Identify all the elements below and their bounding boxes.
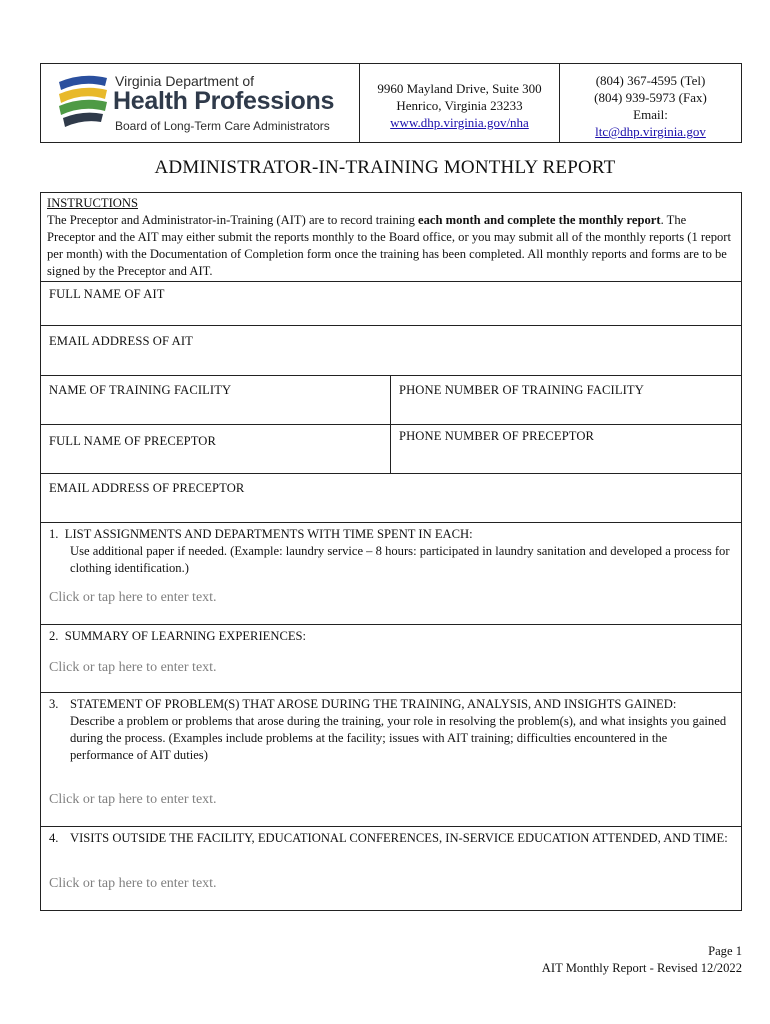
section-4-number: 4. — [49, 831, 59, 845]
section-3-input[interactable]: Click or tap here to enter text. — [49, 792, 217, 807]
section-4-heading — [49, 830, 733, 847]
field-ait-email[interactable] — [41, 326, 741, 376]
section-2-title: SUMMARY OF LEARNING EXPERIENCES: — [64, 629, 307, 643]
facility-phone-label: PHONE NUMBER OF TRAINING FACILITY — [399, 383, 644, 397]
address-line1: 9960 Mayland Drive, Suite 300 — [377, 81, 542, 96]
field-preceptor-name[interactable] — [41, 425, 391, 473]
section-2-heading — [49, 628, 733, 645]
section-1-title: LIST ASSIGNMENTS AND DEPARTMENTS WITH TIME SPENT IN EACH: — [64, 527, 473, 541]
ait-email-label: EMAIL ADDRESS OF AIT — [49, 334, 193, 348]
instructions-text-part2: . The Preceptor and the AIT may either submit the reports monthly to the Board office, or you may submit all of the monthly reports (1 report per month) with the Documentation of Completion form once the training has been completed. All monthly reports and forms are to be signed by the Preceptor and AIT. — [47, 213, 731, 278]
field-facility-phone[interactable] — [391, 376, 741, 424]
field-preceptor-email[interactable] — [41, 474, 741, 523]
page-title: ADMINISTRATOR-IN-TRAINING MONTHLY REPORT — [154, 157, 616, 178]
section-3 — [41, 693, 741, 827]
email-link[interactable]: ltc@dhp.virginia.gov — [595, 124, 706, 139]
section-2-number: 2. — [49, 629, 59, 643]
section-3-number: 3. — [49, 697, 59, 711]
preceptor-email-label: EMAIL ADDRESS OF PRECEPTOR — [49, 481, 245, 495]
board-contact — [560, 64, 741, 142]
ait-name-label: FULL NAME OF AIT — [49, 287, 165, 301]
preceptor-name-label: FULL NAME OF PRECEPTOR — [49, 434, 216, 448]
page-number: Page 1 — [708, 944, 742, 958]
phone-tel: (804) 367-4595 (Tel) — [595, 73, 706, 88]
section-2-input[interactable]: Click or tap here to enter text. — [49, 660, 217, 675]
section-4-input[interactable]: Click or tap here to enter text. — [49, 876, 217, 891]
section-3-heading — [49, 696, 733, 713]
instructions-heading: INSTRUCTIONS — [47, 196, 138, 210]
facility-name-label: NAME OF TRAINING FACILITY — [49, 383, 232, 397]
section-3-desc: Describe a problem or problems that arose during the training, your role in resolving the problem(s), and what insights you gained during the process. (Examples include problems at the facility; issues with AIT training; difficulties encountered in the performance of AIT duties) — [70, 714, 727, 762]
logo-area — [41, 64, 360, 142]
section-1 — [41, 523, 741, 625]
email-label: Email: — [633, 107, 668, 122]
revision-note: AIT Monthly Report - Revised 12/2022 — [541, 961, 742, 975]
field-ait-name[interactable] — [41, 282, 741, 326]
logo-line1: Virginia Department of — [115, 73, 255, 89]
section-4-title: VISITS OUTSIDE THE FACILITY, EDUCATIONAL CONFERENCES, IN-SERVICE EDUCATION ATTENDED, AND TIME: — [70, 831, 728, 845]
preceptor-phone-label: PHONE NUMBER OF PRECEPTOR — [399, 429, 595, 443]
phone-fax: (804) 939-5973 (Fax) — [594, 90, 707, 105]
field-preceptor-phone[interactable] — [391, 425, 741, 473]
section-3-title: STATEMENT OF PROBLEM(S) THAT AROSE DURING THE TRAINING, ANALYSIS, AND INSIGHTS GAINED: — [70, 697, 677, 711]
dhp-logo-icon — [55, 72, 111, 136]
preceptor-row — [41, 425, 741, 474]
board-address — [360, 64, 560, 142]
instructions-block — [41, 193, 741, 282]
instructions-text-bold: each month and complete the monthly report — [418, 213, 661, 227]
website-link[interactable]: www.dhp.virginia.gov/nha — [390, 115, 529, 130]
section-1-desc: Use additional paper if needed. (Example: laundry service – 8 hours: participated in laundry sanitation and developed a process for clothing identification.) — [70, 544, 730, 575]
section-4 — [41, 827, 741, 910]
letterhead — [40, 63, 742, 143]
section-1-number: 1. — [49, 527, 59, 541]
section-1-heading — [49, 526, 733, 543]
report-form — [40, 192, 742, 911]
facility-row — [41, 376, 741, 425]
instructions-text — [47, 212, 735, 280]
section-1-input[interactable]: Click or tap here to enter text. — [49, 590, 217, 605]
instructions-text-part1: The Preceptor and Administrator-in-Training (AIT) are to record training — [47, 213, 419, 227]
logo-line2: Health Professions — [113, 87, 335, 115]
field-facility-name[interactable] — [41, 376, 391, 424]
address-line2: Henrico, Virginia 23233 — [396, 98, 523, 113]
logo-line3: Board of Long-Term Care Administrators — [115, 119, 330, 133]
page-footer — [542, 943, 742, 977]
section-2 — [41, 625, 741, 693]
